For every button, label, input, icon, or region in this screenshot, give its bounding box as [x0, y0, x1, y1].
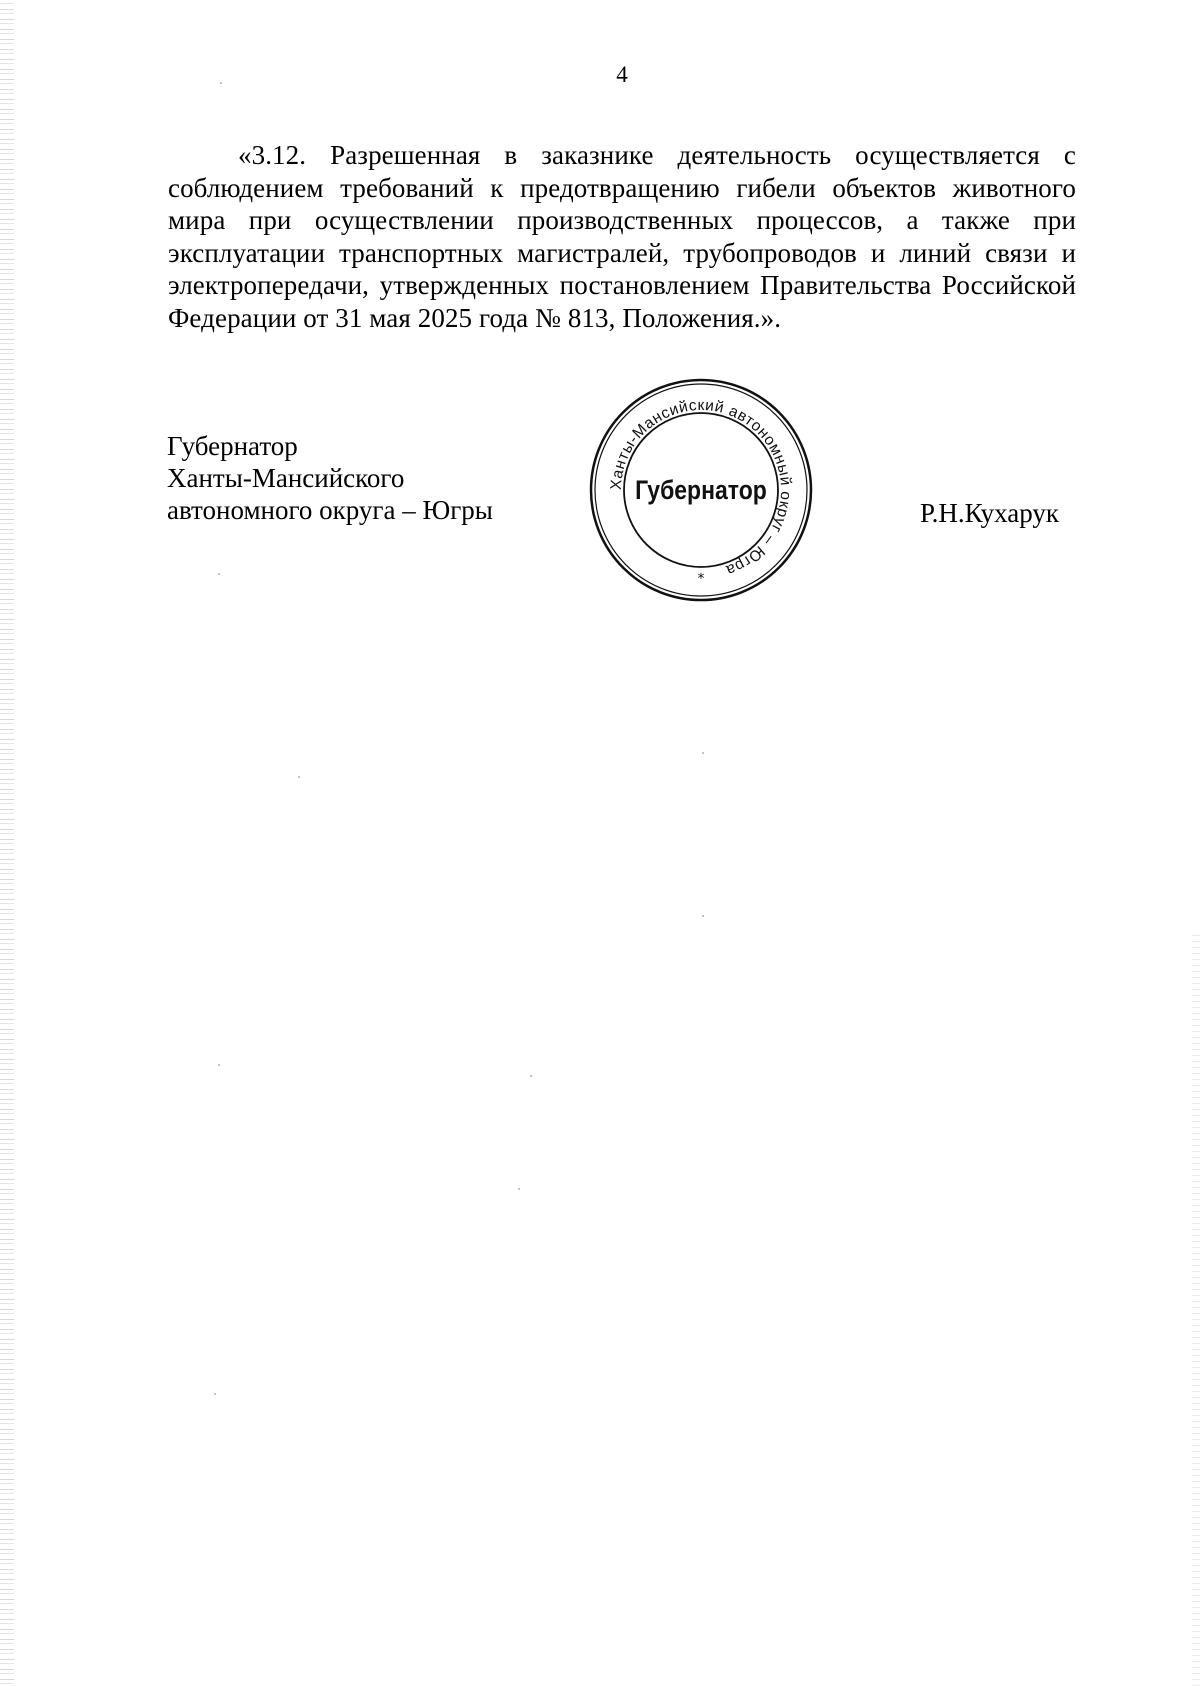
scan-speck: [702, 752, 704, 754]
scan-edge-right: [1192, 930, 1200, 1686]
page-number: 4: [616, 62, 628, 87]
signer-position-line-3: автономного округа – Югры: [167, 495, 493, 525]
scan-speck: [218, 573, 220, 575]
scan-speck: [214, 1393, 216, 1395]
seal-bottom-mark: *: [697, 571, 705, 587]
scan-speck: [218, 1064, 220, 1066]
scan-speck: [518, 1188, 520, 1190]
scan-edge-left: [0, 0, 14, 1686]
signer-position-line-1: Губернатор: [167, 431, 298, 461]
signature-block: [167, 430, 493, 526]
scan-speck: [220, 82, 222, 84]
scan-speck: [702, 915, 704, 917]
seal-center-text: Губернатор: [635, 475, 767, 506]
signer-position-line-2: Ханты-Мансийского: [167, 463, 405, 493]
scan-speck: [530, 1075, 532, 1077]
signer-name: Р.Н.Кухарук: [920, 498, 1060, 528]
scan-speck: [298, 776, 300, 778]
body-paragraph: «3.12. Разрешенная в заказнике деятельность осуществляется с соблюдением требований к предотвращению гибели объектов животного мира при осуществлении производственных процессов, а также при эксплуатации транспортных магистралей, трубопроводов и линий связи и электропередачи, утвержденных постановлением Правительства Российской Федерации от 31 мая 2025 года № 813, Положения.».: [168, 140, 1076, 333]
seal-graphic: [588, 377, 814, 603]
official-seal: [588, 377, 814, 603]
seal-ring-text: Ханты-Мансийский автономный округ – Югра: [607, 396, 795, 579]
